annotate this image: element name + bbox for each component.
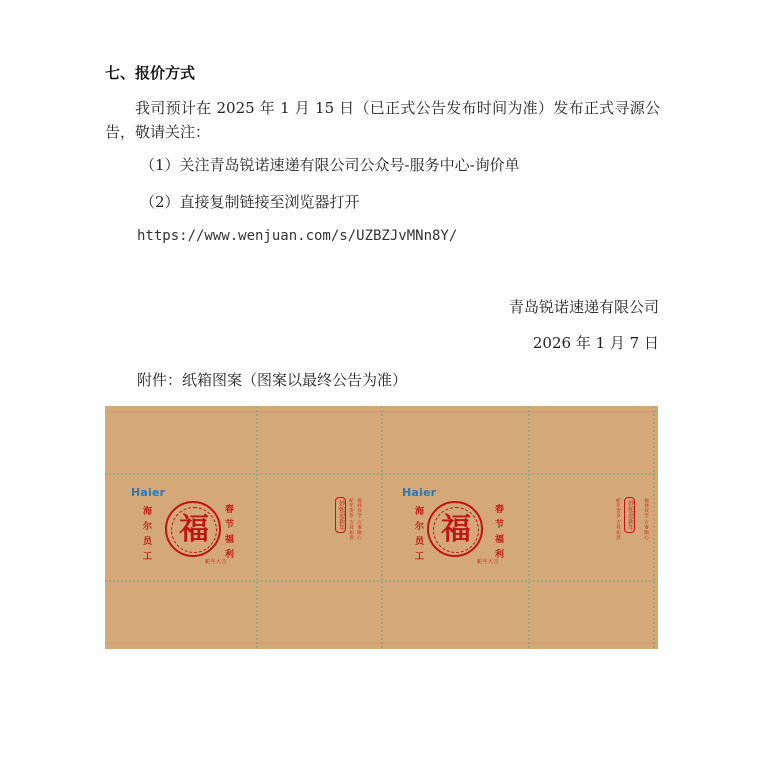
side-text-b: 福禄双全 万事顺心 bbox=[356, 498, 362, 540]
step-2: （2）直接复制链接至浏览器打开 bbox=[140, 193, 360, 211]
side-text-a: 蛇年贺岁 吉祥如意 bbox=[615, 498, 621, 540]
attachment-label: 附件：纸箱图案（图案以最终公告为准） bbox=[137, 371, 408, 389]
intro-paragraph: 我司预计在 2025 年 1 月 15 日（已正式公告发布时间为准）发布正式寻源公告，敬请关注： bbox=[105, 99, 660, 141]
haier-logo: Haier bbox=[131, 486, 166, 499]
seal-stamp: 妙蛇迎新年 bbox=[624, 497, 635, 533]
side-text-b: 福禄双全 万事顺心 bbox=[643, 498, 649, 540]
side-text-a: 蛇年贺岁 吉祥如意 bbox=[348, 498, 354, 540]
festival-text: 春节福利 bbox=[223, 504, 233, 564]
carton-pattern-image bbox=[105, 406, 658, 649]
fu-character: 福 bbox=[179, 512, 209, 547]
haier-logo: Haier bbox=[402, 486, 437, 499]
fu-emblem bbox=[427, 501, 483, 557]
seal-stamp: 妙蛇迎新年 bbox=[335, 497, 346, 533]
survey-link[interactable]: https://www.wenjuan.com/s/UZBZJvMNn8Y/ bbox=[137, 228, 458, 244]
festival-text: 春节福利 bbox=[493, 504, 503, 564]
signature-company: 青岛锐诺速递有限公司 bbox=[508, 298, 659, 316]
employee-text: 海尔员工 bbox=[141, 506, 151, 566]
blessing-text: 蛇年大吉 bbox=[205, 559, 228, 565]
step-1: （1）关注青岛锐诺速递有限公司公众号-服务中心-询价单 bbox=[140, 156, 520, 174]
fu-emblem bbox=[165, 501, 221, 557]
section-heading: 七、报价方式 bbox=[105, 64, 196, 82]
employee-text: 海尔员工 bbox=[413, 506, 423, 566]
fu-character: 福 bbox=[441, 512, 471, 547]
blessing-text: 蛇年大吉 bbox=[477, 559, 500, 565]
signature-date: 2026 年 1 月 7 日 bbox=[532, 334, 659, 352]
